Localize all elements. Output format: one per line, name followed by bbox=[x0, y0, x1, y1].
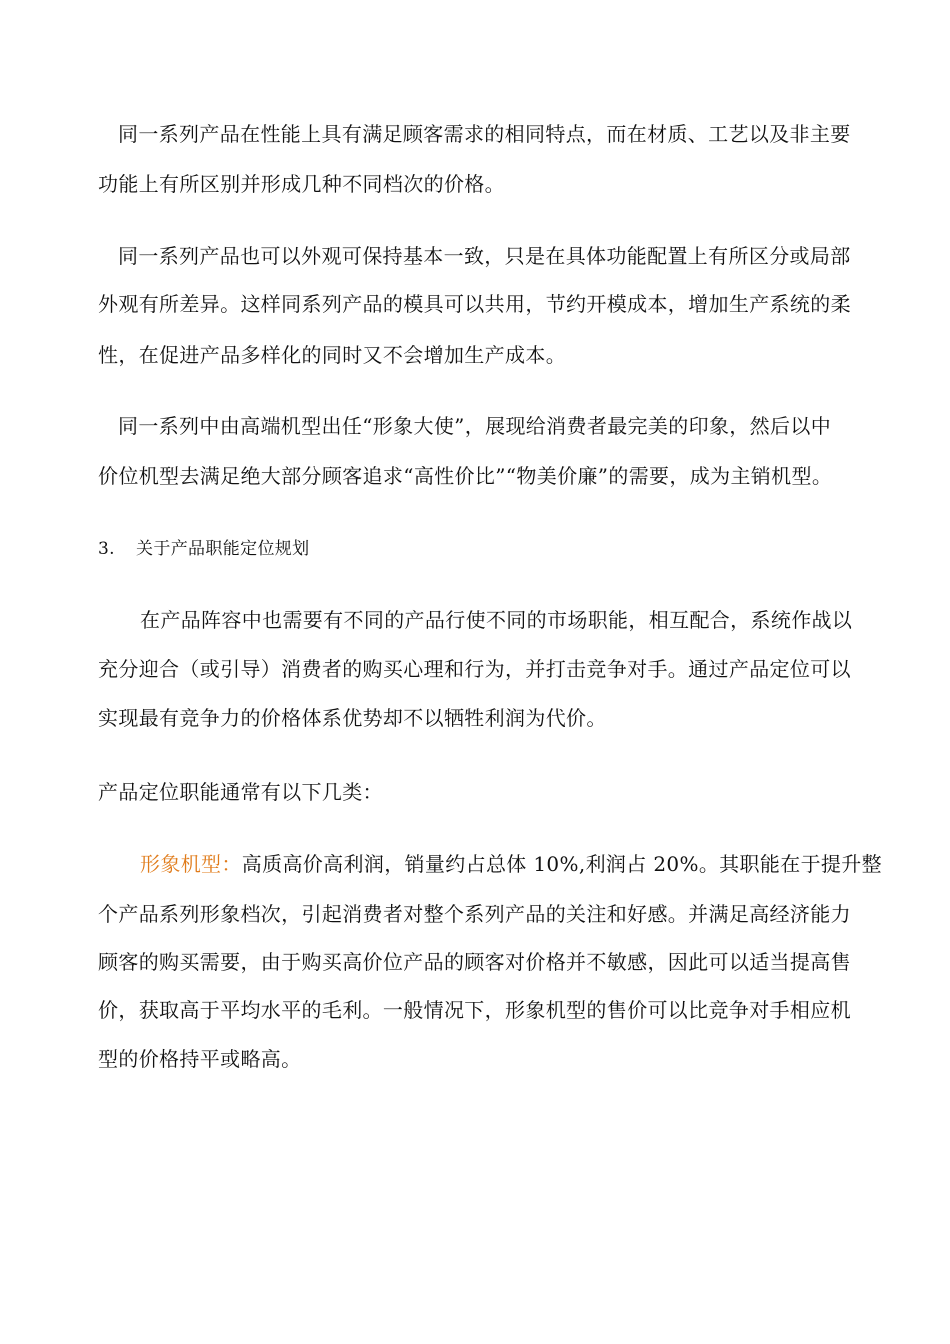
text-line: 个产品系列形象档次，引起消费者对整个系列产品的关注和好感。并满足高经济能力 bbox=[98, 902, 851, 926]
section-number: 3. bbox=[98, 539, 115, 559]
text-line: 在产品阵容中也需要有不同的产品行使不同的市场职能，相互配合，系统作战以 bbox=[140, 608, 853, 632]
text-line: 顾客的购买需要，由于购买高价位产品的顾客对价格并不敏感，因此可以适当提高售 bbox=[98, 950, 851, 974]
text-line: 外观有所差异。这样同系列产品的模具可以共用，节约开模成本，增加生产系统的柔 bbox=[98, 292, 851, 316]
text-line: 同一系列产品在性能上具有满足顾客需求的相同特点，而在材质、工艺以及非主要 bbox=[118, 122, 851, 146]
text-line: 产品定位职能通常有以下几类： bbox=[98, 780, 383, 804]
text-line: 型的价格持平或略高。 bbox=[98, 1047, 302, 1071]
text-line: 充分迎合（或引导）消费者的购买心理和行为，并打击竞争对手。通过产品定位可以 bbox=[98, 657, 851, 681]
text-line: 价，获取高于平均水平的毛利。一般情况下，形象机型的售价可以比竞争对手相应机 bbox=[98, 998, 851, 1022]
text-line: 价位机型去满足绝大部分顾客追求“高性价比”“物美价廉”的需要，成为主销机型。 bbox=[98, 464, 833, 488]
image-model-label: 形象机型： bbox=[140, 852, 242, 876]
text-line: 同一系列产品也可以外观可保持基本一致，只是在具体功能配置上有所区分或局部 bbox=[118, 244, 851, 268]
text-line: 同一系列中由高端机型出任“形象大使”，展现给消费者最完美的印象，然后以中 bbox=[118, 414, 832, 438]
text-line bbox=[140, 852, 882, 876]
image-model-first-line: 高质高价高利润，销量约占总体 10%,利润占 20%。其职能在于提升整 bbox=[241, 852, 882, 876]
text-line: 性，在促进产品多样化的同时又不会增加生产成本。 bbox=[98, 343, 567, 367]
text-line: 实现最有竞争力的价格体系优势却不以牺牲利润为代价。 bbox=[98, 706, 607, 730]
section-title: 关于产品职能定位规划 bbox=[136, 539, 310, 559]
text-line: 功能上有所区别并形成几种不同档次的价格。 bbox=[98, 172, 505, 196]
